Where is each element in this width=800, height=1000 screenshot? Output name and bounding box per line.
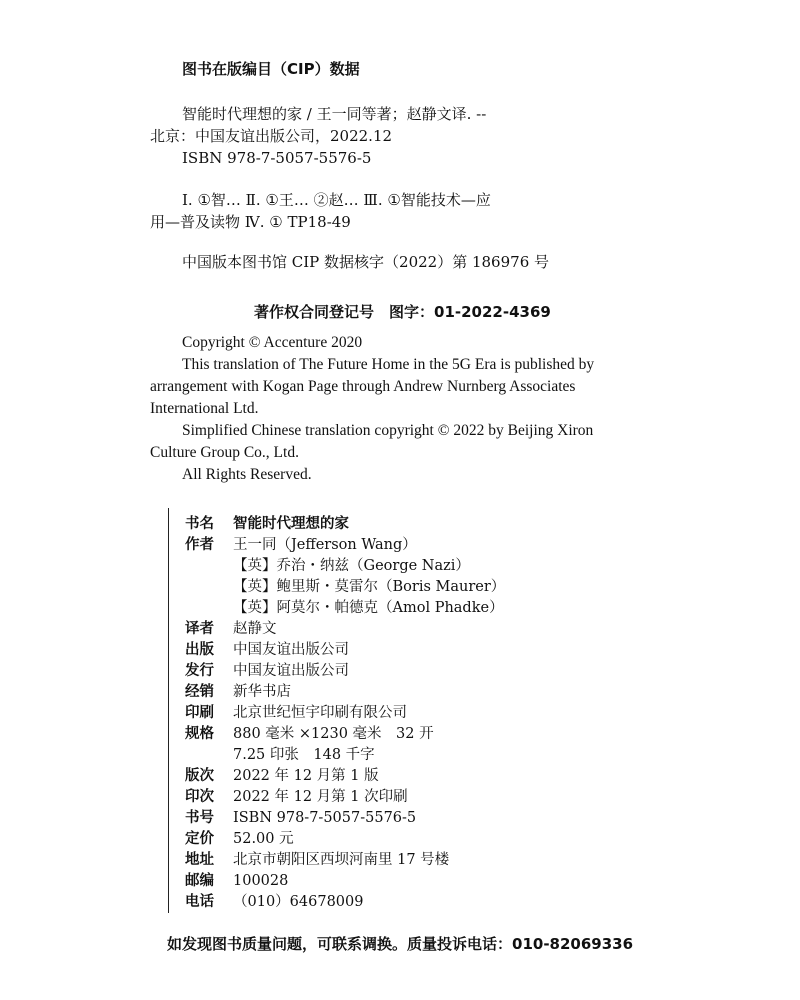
- copyright-line-5: Simplified Chinese translation copyright © 2022 by Beijing Xiron: [182, 422, 594, 439]
- contract-registration: 著作权合同登记号 图字：01-2022-4369: [254, 303, 551, 321]
- info-label: 邮编: [185, 873, 214, 889]
- copyright-line-3: arrangement with Kogan Page through Andrew Nurnberg Associates: [150, 378, 576, 395]
- info-value: ISBN 978-7-5057-5576-5: [233, 810, 417, 826]
- cip-line-title: 智能时代理想的家 / 王一同等著；赵静文译. --: [182, 105, 487, 123]
- info-label: 书号: [185, 810, 214, 826]
- info-label: 版次: [185, 768, 214, 784]
- info-value: 2022 年 12 月第 1 版: [233, 768, 379, 784]
- info-value: （010）64678009: [233, 894, 364, 910]
- info-value: 52.00 元: [233, 831, 294, 847]
- info-row-seller: [185, 682, 291, 702]
- info-row-edition: [185, 766, 379, 786]
- info-row-printing: [185, 787, 408, 807]
- copyright-line-7: All Rights Reserved.: [182, 466, 312, 483]
- info-value: 100028: [233, 873, 289, 889]
- copyright-line-6: Culture Group Co., Ltd.: [150, 444, 299, 461]
- info-value: 智能时代理想的家: [233, 516, 349, 532]
- info-value: 【英】乔治・纳兹（George Nazi）: [233, 558, 470, 574]
- info-value: 【英】鲍里斯・莫雷尔（Boris Maurer）: [233, 579, 506, 595]
- info-row-format-2: [185, 745, 375, 765]
- info-label: 定价: [185, 831, 214, 847]
- info-value: 新华书店: [233, 684, 291, 700]
- info-row-isbn: [185, 808, 416, 828]
- info-row-author-4: [185, 598, 504, 618]
- info-row-author: [185, 535, 417, 555]
- info-label: 发行: [185, 663, 214, 679]
- info-row-author-2: [185, 556, 470, 576]
- info-label: 印刷: [185, 705, 214, 721]
- info-value: 中国友谊出版公司: [233, 663, 349, 679]
- info-row-address: [185, 850, 449, 870]
- info-row-translator: [185, 619, 277, 639]
- info-label: 电话: [185, 894, 214, 910]
- info-value: 北京市朝阳区西坝河南里 17 号楼: [233, 852, 450, 868]
- info-label: 地址: [185, 852, 214, 868]
- info-label: 作者: [185, 537, 214, 553]
- info-row-phone: [185, 892, 363, 912]
- copyright-line-2: This translation of The Future Home in the 5G Era is published by: [182, 356, 595, 373]
- info-value: 2022 年 12 月第 1 次印刷: [233, 789, 408, 805]
- info-row-price: [185, 829, 294, 849]
- info-label: 出版: [185, 642, 214, 658]
- book-info-box: [168, 508, 599, 913]
- info-label: 书名: [185, 516, 214, 532]
- cip-record-number: 中国版本图书馆 CIP 数据核字（2022）第 186976 号: [182, 253, 550, 271]
- info-row-postcode: [185, 871, 288, 891]
- cip-classification-1: Ⅰ. ①智… Ⅱ. ①王… ②赵… Ⅲ. ①智能技术—应: [182, 191, 491, 209]
- info-value: 赵静文: [233, 621, 277, 637]
- info-row-title: [185, 514, 349, 534]
- info-label: 经销: [185, 684, 214, 700]
- info-value: 中国友谊出版公司: [233, 642, 349, 658]
- info-value: 880 毫米 ×1230 毫米 32 开: [233, 726, 434, 742]
- info-value: 王一同（Jefferson Wang）: [233, 537, 417, 553]
- info-row-printer: [185, 703, 407, 723]
- info-value: 北京世纪恒宇印刷有限公司: [233, 705, 407, 721]
- cip-classification-2: 用—普及读物 Ⅳ. ① TP18-49: [150, 213, 351, 231]
- cip-line-publisher: 北京：中国友谊出版公司，2022.12: [150, 127, 393, 145]
- info-label: 规格: [185, 726, 214, 742]
- info-row-distributor: [185, 661, 349, 681]
- info-value: 【英】阿莫尔・帕德克（Amol Phadke）: [233, 600, 504, 616]
- copyright-line-1: Copyright © Accenture 2020: [182, 334, 363, 351]
- info-row-publisher: [185, 640, 349, 660]
- copyright-line-4: International Ltd.: [150, 400, 259, 417]
- info-label: 印次: [185, 789, 214, 805]
- info-row-format: [185, 724, 434, 744]
- info-value: 7.25 印张 148 千字: [233, 747, 375, 763]
- info-label: 译者: [185, 621, 214, 637]
- info-row-author-3: [185, 577, 505, 597]
- quality-complaint-footer: 如发现图书质量问题，可联系调换。质量投诉电话：010-82069336: [167, 935, 634, 953]
- cip-line-isbn: ISBN 978-7-5057-5576-5: [182, 149, 372, 167]
- cip-heading: 图书在版编目（CIP）数据: [182, 60, 360, 78]
